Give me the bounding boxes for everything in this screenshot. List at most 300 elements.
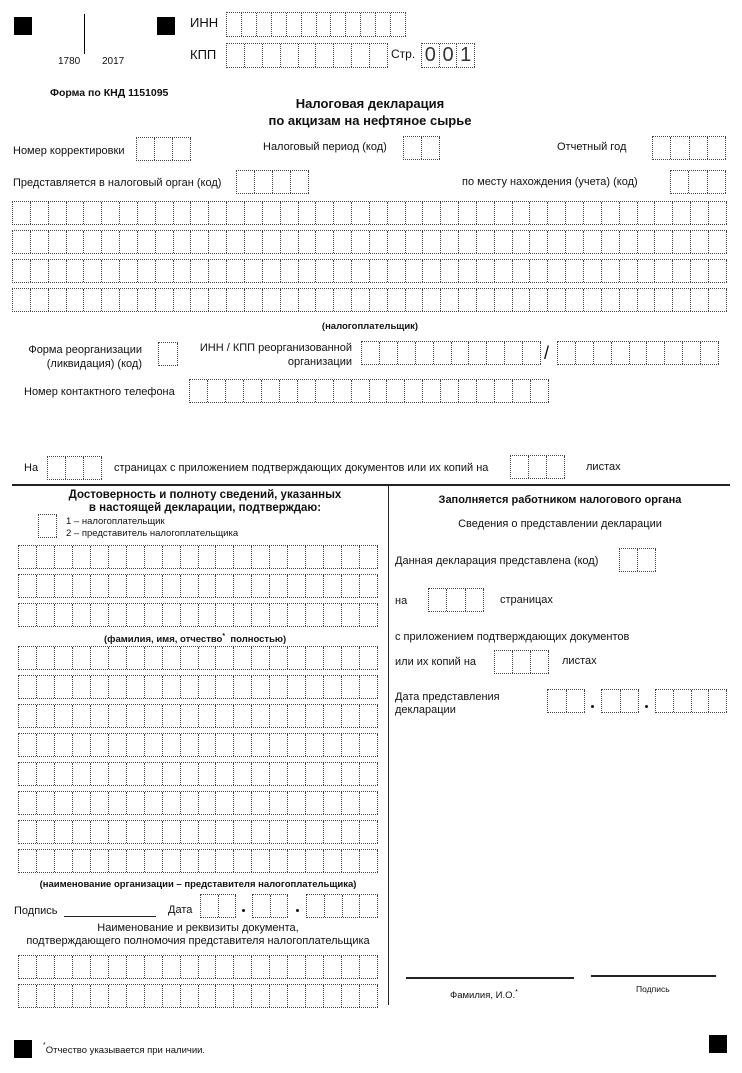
input-cell[interactable] [227,44,245,67]
input-cell[interactable] [708,171,726,193]
input-cell[interactable] [270,956,288,978]
input-cell[interactable] [55,985,73,1007]
input-cell[interactable] [307,895,325,917]
input-cell[interactable] [391,13,406,36]
input-cell[interactable] [342,575,360,597]
input-cell[interactable] [163,821,181,843]
input-cell[interactable] [288,575,306,597]
input-cell[interactable] [49,260,67,282]
input-cell[interactable] [216,956,234,978]
input-cell[interactable] [49,231,67,253]
input-cell[interactable] [91,821,109,843]
input-cell[interactable] [602,260,620,282]
input-cell[interactable] [621,690,640,712]
input-cell[interactable] [342,546,360,568]
input-cell[interactable] [360,763,378,785]
input-cell[interactable] [602,202,620,224]
input-cell[interactable] [299,289,317,311]
input-cell[interactable] [370,380,388,402]
input-cell[interactable] [655,289,673,311]
input-cell[interactable] [441,260,459,282]
input-cell[interactable] [199,792,217,814]
input-cell[interactable] [380,342,398,364]
input-cell[interactable] [459,231,477,253]
confirm-type-field[interactable] [38,514,57,538]
input-cell[interactable] [252,705,270,727]
input-cell[interactable] [638,260,656,282]
input-cell[interactable] [469,342,487,364]
input-cell[interactable] [174,289,192,311]
input-cell[interactable] [234,792,252,814]
input-cell[interactable] [156,260,174,282]
input-cell[interactable] [252,850,270,872]
input-cell[interactable] [306,985,324,1007]
input-cell[interactable] [477,380,495,402]
fio-row[interactable] [18,603,378,627]
input-cell[interactable] [73,792,91,814]
input-cell[interactable] [388,289,406,311]
input-cell[interactable] [234,546,252,568]
pages-count-field[interactable] [47,456,102,480]
org-name-row[interactable] [18,820,378,844]
input-cell[interactable] [288,546,306,568]
input-cell[interactable] [73,956,91,978]
input-cell[interactable] [584,231,602,253]
input-cell[interactable] [709,231,727,253]
input-cell[interactable] [647,342,665,364]
input-cell[interactable] [288,763,306,785]
input-cell[interactable] [19,575,37,597]
input-cell[interactable] [477,289,495,311]
input-cell[interactable] [360,895,378,917]
input-cell[interactable] [360,985,378,1007]
input-cell[interactable] [655,202,673,224]
input-cell[interactable] [630,342,648,364]
input-cell[interactable] [620,202,638,224]
input-cell[interactable] [406,202,424,224]
input-cell[interactable] [109,792,127,814]
submitted-code-field[interactable] [619,548,656,572]
input-cell[interactable] [245,202,263,224]
input-cell[interactable] [191,289,209,311]
input-cell[interactable] [163,956,181,978]
input-cell[interactable] [288,676,306,698]
input-cell[interactable] [673,231,691,253]
input-cell[interactable] [120,202,138,224]
input-cell[interactable] [127,575,145,597]
input-cell[interactable] [495,260,513,282]
input-cell[interactable] [324,676,342,698]
input-cell[interactable] [477,260,495,282]
input-cell[interactable] [127,647,145,669]
input-cell[interactable] [145,985,163,1007]
input-cell[interactable] [209,289,227,311]
input-cell[interactable] [19,850,37,872]
input-cell[interactable] [190,380,208,402]
input-cell[interactable] [360,821,378,843]
input-cell[interactable] [620,289,638,311]
input-cell[interactable] [181,604,199,626]
input-cell[interactable] [548,260,566,282]
input-cell[interactable] [342,792,360,814]
input-cell[interactable] [13,202,31,224]
date-day-field[interactable] [200,894,236,918]
input-cell[interactable] [234,575,252,597]
input-cell[interactable] [334,231,352,253]
input-cell[interactable] [342,821,360,843]
tax-period-field[interactable] [403,136,440,160]
input-cell[interactable] [288,850,306,872]
input-cell[interactable] [84,457,102,479]
input-cell[interactable] [216,821,234,843]
input-cell[interactable] [406,260,424,282]
submission-year-field[interactable] [655,689,727,713]
input-cell[interactable] [360,956,378,978]
input-cell[interactable] [576,342,594,364]
org-name-row[interactable] [18,791,378,815]
input-cell[interactable] [709,260,727,282]
input-cell[interactable] [638,289,656,311]
input-cell[interactable] [306,546,324,568]
input-cell[interactable] [55,763,73,785]
input-cell[interactable] [334,380,352,402]
input-cell[interactable] [291,171,309,193]
input-cell[interactable] [423,289,441,311]
input-cell[interactable] [109,821,127,843]
input-cell[interactable] [91,575,109,597]
input-cell[interactable] [360,850,378,872]
input-cell[interactable] [566,202,584,224]
input-cell[interactable] [281,289,299,311]
input-cell[interactable] [199,850,217,872]
input-cell[interactable] [216,676,234,698]
input-cell[interactable] [234,985,252,1007]
input-cell[interactable] [281,260,299,282]
input-cell[interactable] [127,850,145,872]
input-cell[interactable] [55,792,73,814]
input-cell[interactable] [270,575,288,597]
input-cell[interactable] [102,260,120,282]
input-cell[interactable] [423,380,441,402]
input-cell[interactable] [674,690,692,712]
input-cell[interactable] [287,13,302,36]
input-cell[interactable] [156,231,174,253]
input-cell[interactable] [671,137,689,159]
input-cell[interactable] [55,821,73,843]
input-cell[interactable] [638,231,656,253]
input-cell[interactable] [370,44,388,67]
input-cell[interactable] [360,604,378,626]
input-cell[interactable] [316,260,334,282]
input-cell[interactable] [145,604,163,626]
input-cell[interactable] [127,705,145,727]
input-cell[interactable] [602,289,620,311]
input-cell[interactable] [566,289,584,311]
input-cell[interactable] [263,202,281,224]
input-cell[interactable] [163,604,181,626]
input-cell[interactable] [331,13,346,36]
input-cell[interactable] [55,850,73,872]
input-cell[interactable] [602,690,621,712]
input-cell[interactable] [145,734,163,756]
reporting-year-field[interactable] [652,136,726,160]
input-cell[interactable] [466,589,484,611]
input-cell[interactable] [495,231,513,253]
input-cell[interactable] [709,202,727,224]
input-cell[interactable] [270,546,288,568]
input-cell[interactable] [252,604,270,626]
input-cell[interactable] [234,850,252,872]
input-cell[interactable] [127,734,145,756]
input-cell[interactable] [281,202,299,224]
input-cell[interactable] [199,985,217,1007]
input-cell[interactable] [360,792,378,814]
input-cell[interactable] [252,734,270,756]
input-cell[interactable] [216,850,234,872]
input-cell[interactable] [324,575,342,597]
input-cell[interactable] [145,956,163,978]
input-cell[interactable] [245,260,263,282]
input-cell[interactable] [19,763,37,785]
input-cell[interactable] [620,260,638,282]
input-cell[interactable] [530,202,548,224]
input-cell[interactable] [37,647,55,669]
input-cell[interactable] [257,13,272,36]
input-cell[interactable] [477,231,495,253]
input-cell[interactable] [530,289,548,311]
input-cell[interactable] [55,676,73,698]
input-cell[interactable] [209,231,227,253]
input-cell[interactable] [91,604,109,626]
input-cell[interactable] [145,647,163,669]
input-cell[interactable] [342,985,360,1007]
input-cell[interactable] [548,231,566,253]
input-cell[interactable] [361,13,376,36]
input-cell[interactable] [325,895,343,917]
input-cell[interactable] [73,821,91,843]
input-cell[interactable] [163,575,181,597]
org-name-row[interactable] [18,733,378,757]
input-cell[interactable] [316,231,334,253]
input-cell[interactable] [511,456,529,478]
input-cell[interactable] [159,343,178,365]
input-cell[interactable] [216,575,234,597]
input-cell[interactable] [49,202,67,224]
input-cell[interactable] [199,647,217,669]
input-cell[interactable] [252,647,270,669]
input-cell[interactable] [39,515,57,537]
input-cell[interactable] [263,260,281,282]
input-cell[interactable] [423,231,441,253]
correction-number-field[interactable] [136,137,191,161]
input-cell[interactable] [360,575,378,597]
input-cell[interactable] [324,647,342,669]
input-cell[interactable] [271,895,289,917]
input-cell[interactable] [334,202,352,224]
input-cell[interactable] [270,705,288,727]
input-cell[interactable] [513,231,531,253]
phone-field[interactable] [189,379,549,403]
input-cell[interactable] [342,850,360,872]
input-cell[interactable] [181,792,199,814]
input-cell[interactable] [145,546,163,568]
input-cell[interactable] [252,546,270,568]
input-cell[interactable] [19,604,37,626]
input-cell[interactable] [67,231,85,253]
input-cell[interactable] [174,202,192,224]
input-cell[interactable] [208,380,226,402]
input-cell[interactable] [653,137,671,159]
officer-surname-line[interactable] [406,977,574,979]
input-cell[interactable] [306,575,324,597]
input-cell[interactable] [37,705,55,727]
input-cell[interactable] [288,734,306,756]
input-cell[interactable] [342,705,360,727]
input-cell[interactable] [447,589,465,611]
input-cell[interactable] [655,231,673,253]
input-cell[interactable] [306,705,324,727]
input-cell[interactable] [163,734,181,756]
tax-authority-field[interactable] [236,170,309,194]
input-cell[interactable] [226,380,244,402]
input-cell[interactable] [145,676,163,698]
input-cell[interactable] [31,260,49,282]
input-cell[interactable] [324,985,342,1007]
input-cell[interactable] [127,792,145,814]
input-cell[interactable] [191,260,209,282]
input-cell[interactable] [655,260,673,282]
input-cell[interactable] [288,821,306,843]
input-cell[interactable] [452,342,470,364]
input-cell[interactable] [145,575,163,597]
taxpayer-name-row[interactable] [12,288,727,312]
input-cell[interactable] [673,260,691,282]
input-cell[interactable] [181,575,199,597]
input-cell[interactable] [199,676,217,698]
input-cell[interactable] [434,342,452,364]
input-cell[interactable] [37,850,55,872]
input-cell[interactable] [31,231,49,253]
input-cell[interactable] [531,651,549,673]
input-cell[interactable] [31,289,49,311]
input-cell[interactable] [352,380,370,402]
input-cell[interactable] [73,850,91,872]
input-cell[interactable] [163,705,181,727]
input-cell[interactable] [529,456,547,478]
input-cell[interactable] [324,763,342,785]
input-cell[interactable] [37,546,55,568]
input-cell[interactable] [181,763,199,785]
input-cell[interactable] [495,651,513,673]
input-cell[interactable] [156,202,174,224]
input-cell[interactable] [709,289,727,311]
input-cell[interactable] [73,734,91,756]
input-cell[interactable] [145,763,163,785]
input-cell[interactable] [163,850,181,872]
input-cell[interactable] [252,763,270,785]
input-cell[interactable] [199,734,217,756]
input-cell[interactable] [306,763,324,785]
input-cell[interactable] [234,734,252,756]
input-cell[interactable] [138,260,156,282]
input-cell[interactable] [288,647,306,669]
input-cell[interactable] [270,821,288,843]
input-cell[interactable] [316,289,334,311]
input-cell[interactable] [612,342,630,364]
input-cell[interactable] [201,895,219,917]
taxpayer-name-row[interactable] [12,201,727,225]
input-cell[interactable] [343,895,361,917]
input-cell[interactable] [245,289,263,311]
input-cell[interactable] [362,342,380,364]
org-name-row[interactable] [18,849,378,873]
input-cell[interactable] [299,202,317,224]
input-cell[interactable] [548,690,567,712]
input-cell[interactable] [691,202,709,224]
input-cell[interactable] [145,705,163,727]
input-cell[interactable] [689,171,707,193]
input-cell[interactable] [324,850,342,872]
input-cell[interactable] [548,202,566,224]
input-cell[interactable] [242,13,257,36]
input-cell[interactable] [406,289,424,311]
input-cell[interactable] [73,985,91,1007]
fio-row[interactable] [18,574,378,598]
input-cell[interactable] [109,734,127,756]
input-cell[interactable] [91,647,109,669]
input-cell[interactable] [109,676,127,698]
input-cell[interactable] [19,546,37,568]
input-cell[interactable] [487,342,505,364]
input-cell[interactable] [163,546,181,568]
input-cell[interactable] [19,676,37,698]
input-cell[interactable] [459,289,477,311]
input-cell[interactable] [13,231,31,253]
input-cell[interactable] [163,676,181,698]
input-cell[interactable] [683,342,701,364]
input-cell[interactable] [423,202,441,224]
input-cell[interactable] [306,647,324,669]
input-cell[interactable] [299,260,317,282]
input-cell[interactable] [324,792,342,814]
input-cell[interactable] [263,44,281,67]
input-cell[interactable] [298,380,316,402]
input-cell[interactable] [324,604,342,626]
input-cell[interactable] [376,13,391,36]
input-cell[interactable] [127,604,145,626]
input-cell[interactable] [513,651,531,673]
input-cell[interactable] [19,956,37,978]
input-cell[interactable] [181,705,199,727]
input-cell[interactable] [73,705,91,727]
input-cell[interactable] [37,575,55,597]
input-cell[interactable] [55,546,73,568]
input-cell[interactable] [102,231,120,253]
input-cell[interactable] [145,850,163,872]
input-cell[interactable] [316,202,334,224]
input-cell[interactable] [673,202,691,224]
input-cell[interactable] [245,44,263,67]
location-field[interactable] [670,170,726,194]
input-cell[interactable] [360,705,378,727]
input-cell[interactable] [19,647,37,669]
input-cell[interactable] [270,985,288,1007]
input-cell[interactable] [406,231,424,253]
submission-day-field[interactable] [547,689,585,713]
input-cell[interactable] [334,44,352,67]
input-cell[interactable] [360,734,378,756]
input-cell[interactable] [37,821,55,843]
